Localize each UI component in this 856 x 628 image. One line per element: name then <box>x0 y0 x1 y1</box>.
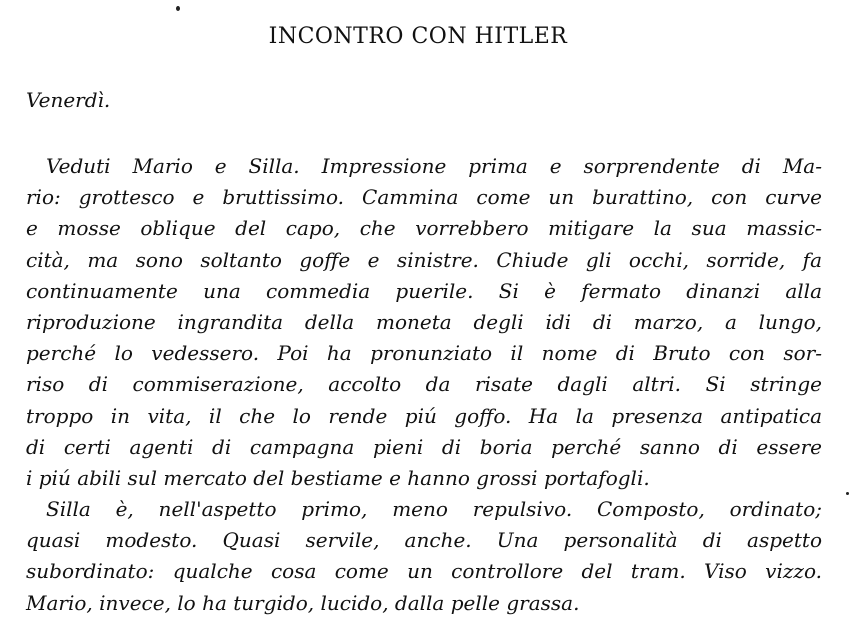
text-line: e mosse oblique del capo, che vorrebbero mitigare la sua massic- <box>26 216 822 240</box>
text-line: Veduti Mario e Silla. Impressione prima e sorprendente di Ma- <box>46 154 822 178</box>
text-line: di certi agenti di campagna pieni di boria perché sanno di essere <box>26 435 822 459</box>
text-line: rio: grottesco e bruttissimo. Cammina come un burattino, con curve <box>26 185 822 209</box>
text-line: i piú abili sul mercato del bestiame e hanno grossi portafogli. <box>26 466 650 490</box>
text-line: riproduzione ingrandita della moneta degli idi di marzo, a lungo, <box>26 310 822 334</box>
text-line: cità, ma sono soltanto goffe e sinistre. Chiude gli occhi, sorride, fa <box>26 248 822 272</box>
text-line: perché lo vedessero. Poi ha pronunziato il nome di Bruto con sor- <box>26 341 822 365</box>
text-line: troppo in vita, il che lo rende piú goffo. Ha la presenza antipatica <box>26 404 822 428</box>
ink-speck <box>176 6 180 11</box>
dateline: Venerdì. <box>26 88 111 112</box>
text-line: subordinato: qualche cosa come un controllore del tram. Viso vizzo. <box>26 559 822 583</box>
ink-speck <box>846 492 849 495</box>
text-line: Mario, invece, lo ha turgido, lucido, dalla pelle grassa. <box>26 591 580 615</box>
chapter-title: INCONTRO CON HITLER <box>268 24 568 49</box>
text-line: quasi modesto. Quasi servile, anche. Una personalità di aspetto <box>26 528 822 552</box>
text-line: riso di commiserazione, accolto da risate dagli altri. Si stringe <box>26 372 822 396</box>
text-line: continuamente una commedia puerile. Si è fermato dinanzi alla <box>26 279 822 303</box>
text-line: Silla è, nell'aspetto primo, meno repulsivo. Composto, ordinato; <box>46 497 822 521</box>
